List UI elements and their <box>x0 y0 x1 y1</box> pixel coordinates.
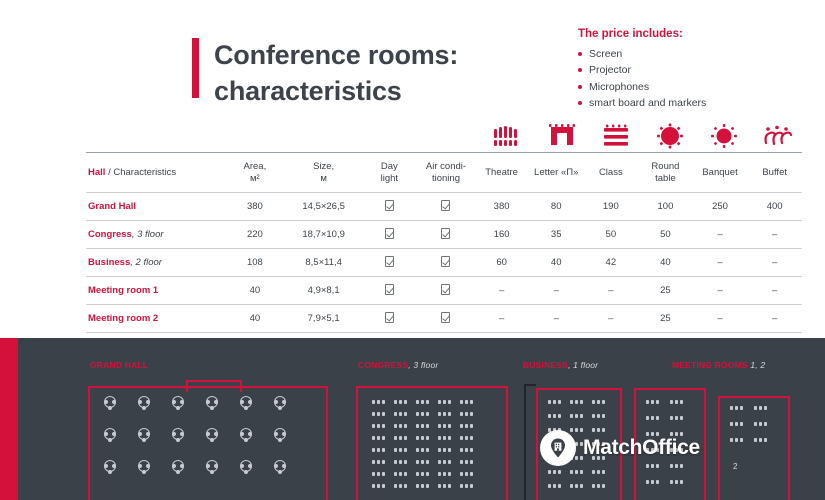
cell-banquet: – <box>693 249 748 277</box>
cell-air-conditioning <box>418 277 475 305</box>
cell-daylight <box>361 277 418 305</box>
col-header-hall: Hall / Characteristics <box>86 153 224 193</box>
table-row <box>86 305 802 333</box>
check-icon <box>385 200 394 211</box>
col-header-banquet: Banquet <box>693 153 748 193</box>
plan-outline-business-edge <box>524 384 536 500</box>
cell-class: 42 <box>584 249 639 277</box>
cell-air-conditioning <box>418 249 475 277</box>
meeting-room-2-seats <box>730 406 782 456</box>
check-icon <box>385 228 394 239</box>
price-item: Projector <box>578 62 808 78</box>
col-header-class: Class <box>584 153 639 193</box>
cell-round-table: 50 <box>638 221 693 249</box>
plan-label-meeting-rooms: MEETING ROOMS 1, 2 <box>672 360 766 370</box>
title-accent-bar <box>192 38 199 98</box>
check-icon <box>441 256 450 267</box>
watermark <box>540 430 700 466</box>
left-accent-bar <box>0 338 18 500</box>
col-header-area: Area, м² <box>224 153 287 193</box>
round-table-icon <box>240 396 252 408</box>
cell-hall: Business, 2 floor <box>86 249 224 277</box>
cell-hall: Grand Hall <box>86 193 224 221</box>
cell-hall: Meeting room 2 <box>86 305 224 333</box>
check-icon <box>385 256 394 267</box>
round-table-icon <box>172 396 184 408</box>
banquet-layout-icon <box>696 120 752 152</box>
layout-icons-row <box>86 120 802 152</box>
col-header-air-conditioning: Air condi- tioning <box>418 153 475 193</box>
cell-buffet: – <box>747 305 802 333</box>
round-table-icon <box>104 460 116 472</box>
cell-class: – <box>584 305 639 333</box>
cell-class: 190 <box>584 193 639 221</box>
cell-air-conditioning <box>418 305 475 333</box>
table-row <box>86 193 802 221</box>
cell-size: 4,9×8,1 <box>286 277 361 305</box>
cell-area: 108 <box>224 249 287 277</box>
col-header-size: Size, м <box>286 153 361 193</box>
cell-round-table: 25 <box>638 305 693 333</box>
cell-area: 380 <box>224 193 287 221</box>
round-table-icon <box>206 396 218 408</box>
price-item: smart board and markers <box>578 95 808 111</box>
building-pin-icon <box>540 430 576 466</box>
cell-area: 40 <box>224 305 287 333</box>
rooms-table-wrap <box>86 152 802 333</box>
plan-label-grand-hall: GRAND HALL <box>90 360 149 370</box>
cell-theatre: – <box>474 277 529 305</box>
cell-banquet: 250 <box>693 193 748 221</box>
round-table-icon <box>104 428 116 440</box>
rooms-table <box>86 152 802 333</box>
cell-class: 50 <box>584 221 639 249</box>
theatre-layout-icon <box>480 120 536 152</box>
class-layout-icon <box>588 120 644 152</box>
round-table-icon <box>206 428 218 440</box>
check-icon <box>441 200 450 211</box>
letter-sh-layout-icon <box>534 120 590 152</box>
round-table-icon <box>274 396 286 408</box>
col-header-daylight: Day light <box>361 153 418 193</box>
check-icon <box>385 312 394 323</box>
plan-label-congress: CONGRESS, 3 floor <box>358 360 439 370</box>
page-title-line2: characteristics <box>214 75 402 106</box>
cell-banquet: – <box>693 305 748 333</box>
cell-banquet: – <box>693 221 748 249</box>
cell-round-table: 40 <box>638 249 693 277</box>
plan-label-business: BUSINESS, 1 floor <box>523 360 599 370</box>
floor-plans-section <box>0 338 825 500</box>
round-table-icon <box>172 460 184 472</box>
cell-theatre: 60 <box>474 249 529 277</box>
check-icon <box>441 228 450 239</box>
cell-letter: – <box>529 277 584 305</box>
round-table-icon <box>138 428 150 440</box>
congress-seat-rows <box>372 400 496 496</box>
table-row <box>86 221 802 249</box>
round-table-layout-icon <box>642 120 698 152</box>
grand-hall-seat-grid <box>104 400 314 495</box>
cell-hall: Congress, 3 floor <box>86 221 224 249</box>
round-table-icon <box>138 460 150 472</box>
round-table-icon <box>274 428 286 440</box>
plan-outline-grand-hall-notch <box>186 380 242 392</box>
cell-daylight <box>361 305 418 333</box>
price-item: Microphones <box>578 79 808 95</box>
cell-letter: 80 <box>529 193 584 221</box>
round-table-icon <box>172 428 184 440</box>
round-table-icon <box>206 460 218 472</box>
page-title-line1: Conference rooms: <box>214 40 459 70</box>
cell-theatre: 160 <box>474 221 529 249</box>
cell-banquet: – <box>693 277 748 305</box>
price-item: Screen <box>578 46 808 62</box>
round-table-icon <box>104 396 116 408</box>
price-includes-heading: The price includes: <box>578 28 683 40</box>
cell-size: 8,5×11,4 <box>286 249 361 277</box>
col-header-theatre: Theatre <box>474 153 529 193</box>
check-icon <box>441 312 450 323</box>
cell-buffet: – <box>747 249 802 277</box>
cell-buffet: 400 <box>747 193 802 221</box>
price-includes-list <box>578 46 808 111</box>
cell-buffet: – <box>747 277 802 305</box>
table-header-row <box>86 153 802 193</box>
round-table-icon <box>138 396 150 408</box>
cell-buffet: – <box>747 221 802 249</box>
page-title <box>214 38 634 109</box>
cell-round-table: 100 <box>638 193 693 221</box>
cell-air-conditioning <box>418 193 475 221</box>
buffet-layout-icon <box>750 120 806 152</box>
cell-letter: – <box>529 305 584 333</box>
cell-daylight <box>361 249 418 277</box>
cell-letter: 40 <box>529 249 584 277</box>
cell-area: 40 <box>224 277 287 305</box>
cell-hall: Meeting room 1 <box>86 277 224 305</box>
col-header-round-table: Round table <box>638 153 693 193</box>
cell-daylight <box>361 221 418 249</box>
col-header-buffet: Buffet <box>747 153 802 193</box>
cell-daylight <box>361 193 418 221</box>
col-header-letter: Letter «П» <box>529 153 584 193</box>
check-icon <box>441 284 450 295</box>
round-table-icon <box>240 428 252 440</box>
cell-air-conditioning <box>418 221 475 249</box>
price-includes-block <box>578 28 808 111</box>
watermark-text: MatchOffice <box>583 436 700 459</box>
table-row <box>86 249 802 277</box>
cell-theatre: – <box>474 305 529 333</box>
round-table-icon <box>240 460 252 472</box>
check-icon <box>385 284 394 295</box>
cell-letter: 35 <box>529 221 584 249</box>
cell-class: – <box>584 277 639 305</box>
cell-theatre: 380 <box>474 193 529 221</box>
cell-size: 7,9×5,1 <box>286 305 361 333</box>
cell-round-table: 25 <box>638 277 693 305</box>
cell-size: 18,7×10,9 <box>286 221 361 249</box>
cell-size: 14,5×26,5 <box>286 193 361 221</box>
rooms-table-body <box>86 193 802 333</box>
cell-area: 220 <box>224 221 287 249</box>
round-table-icon <box>274 460 286 472</box>
plan-number-2: 2 <box>733 462 738 471</box>
table-row <box>86 277 802 305</box>
